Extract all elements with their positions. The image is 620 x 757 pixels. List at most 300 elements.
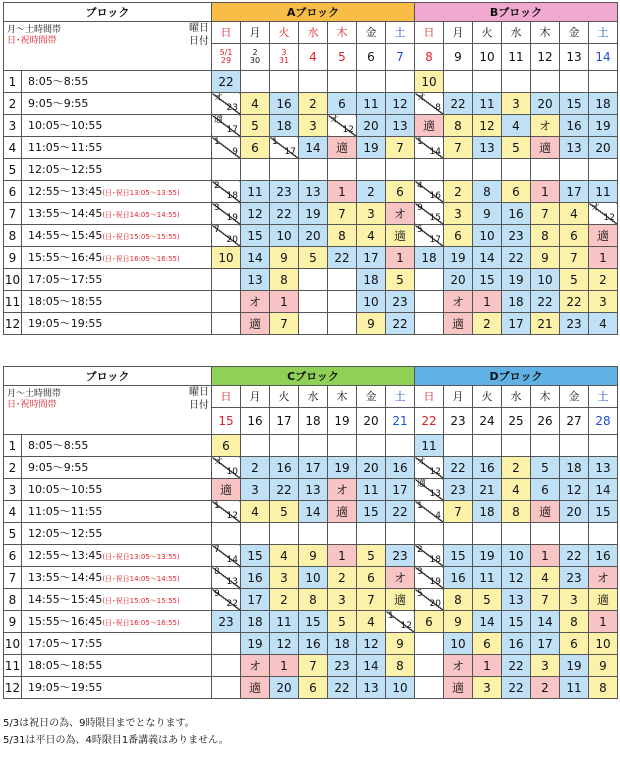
lecture-cell xyxy=(386,523,415,545)
lecture-cell: 2 xyxy=(270,589,299,611)
lecture-cell: 9 xyxy=(270,247,299,269)
date-text: 25 xyxy=(508,414,524,428)
lecture-cell: 22 xyxy=(502,247,531,269)
lecture-cell: 13 xyxy=(560,137,589,159)
date-text: 13 xyxy=(566,50,582,64)
lecture-cell: 適 xyxy=(241,677,270,699)
lecture-cell: オ xyxy=(444,655,473,677)
lecture-cell: 3 xyxy=(328,589,357,611)
date-cell xyxy=(270,408,299,435)
lecture-cell: 7 xyxy=(386,137,415,159)
weekday-time-label: 月～土時間帯 xyxy=(7,25,62,35)
lecture-cell: 18 xyxy=(473,501,502,523)
split-cell xyxy=(212,457,241,479)
lecture-cell: 4 xyxy=(502,479,531,501)
lecture-cell xyxy=(328,291,357,313)
period-time-text: 19:05～19:55 xyxy=(28,681,103,694)
lecture-cell xyxy=(589,159,618,181)
date-axis-label: 日付 xyxy=(189,399,209,411)
block-name: Bブロック xyxy=(415,3,618,22)
date-text: 2 xyxy=(252,47,258,57)
lecture-cell xyxy=(328,71,357,93)
lecture-cell: 12 xyxy=(270,633,299,655)
split-cell xyxy=(415,225,444,247)
lecture-cell: 7 xyxy=(531,203,560,225)
split-cell xyxy=(212,115,241,137)
period-time-text: 17:05～17:55 xyxy=(28,637,103,650)
lecture-cell: 6 xyxy=(299,677,328,699)
weekday-cell: 月 xyxy=(444,22,473,44)
lecture-cell: 2 xyxy=(357,181,386,203)
lecture-cell: 16 xyxy=(270,457,299,479)
period-time xyxy=(22,225,212,247)
lecture-cell xyxy=(415,655,444,677)
split-cell xyxy=(415,567,444,589)
lecture-cell: 1 xyxy=(386,247,415,269)
date-text: 4 xyxy=(309,50,317,64)
period-number: 7 xyxy=(4,203,22,225)
lecture-cell: 適 xyxy=(386,225,415,247)
period-number: 1 xyxy=(4,71,22,93)
period-number: 3 xyxy=(4,115,22,137)
date-text: 11 xyxy=(508,50,524,64)
lecture-cell xyxy=(270,435,299,457)
period-time-text: 8:05～8:55 xyxy=(28,439,89,452)
lecture-cell: 10 xyxy=(502,545,531,567)
lecture-cell: 4 xyxy=(270,545,299,567)
lecture-cell xyxy=(531,435,560,457)
period-number: 6 xyxy=(4,545,22,567)
lecture-cell: 10 xyxy=(386,677,415,699)
lecture-cell: 8 xyxy=(502,501,531,523)
lecture-cell: 1 xyxy=(270,655,299,677)
lecture-cell xyxy=(444,159,473,181)
lecture-cell: 22 xyxy=(502,655,531,677)
lecture-cell: 2 xyxy=(531,677,560,699)
period-row xyxy=(4,93,618,115)
lecture-cell: 16 xyxy=(270,93,299,115)
lecture-cell: 1 xyxy=(589,611,618,633)
date-cell xyxy=(502,408,531,435)
lecture-cell: オ xyxy=(386,203,415,225)
split-cell-bottom: 17 xyxy=(429,235,441,245)
period-number: 1 xyxy=(4,435,22,457)
period-row xyxy=(4,291,618,313)
lecture-cell: 21 xyxy=(531,313,560,335)
note-line: 5/3は祝日の為、9時限目までとなります。 xyxy=(3,718,195,729)
lecture-cell xyxy=(299,435,328,457)
period-time-text: 10:05～10:55 xyxy=(28,119,103,132)
period-time-text: 18:05～18:55 xyxy=(28,295,103,308)
lecture-cell: 13 xyxy=(473,137,502,159)
lecture-cell: 22 xyxy=(328,677,357,699)
lecture-cell: 18 xyxy=(357,269,386,291)
period-row xyxy=(4,501,618,523)
date-cell xyxy=(415,408,444,435)
lecture-cell: 3 xyxy=(270,567,299,589)
lecture-cell xyxy=(589,71,618,93)
lecture-cell: 12 xyxy=(502,567,531,589)
split-cell-top: 1 xyxy=(214,137,220,147)
date-text: 5 xyxy=(338,50,346,64)
lecture-cell xyxy=(212,655,241,677)
lecture-cell: 7 xyxy=(531,589,560,611)
lecture-cell: 20 xyxy=(560,501,589,523)
period-time xyxy=(22,247,212,269)
lecture-cell: 4 xyxy=(531,567,560,589)
weekday-cell: 月 xyxy=(241,22,270,44)
period-row xyxy=(4,203,618,225)
lecture-cell: 14 xyxy=(299,501,328,523)
split-cell xyxy=(212,589,241,611)
period-row xyxy=(4,567,618,589)
period-number: 11 xyxy=(4,291,22,313)
lecture-cell: 9 xyxy=(444,611,473,633)
lecture-cell xyxy=(502,435,531,457)
lecture-cell: 3 xyxy=(560,589,589,611)
split-cell-bottom: 14 xyxy=(226,555,238,565)
split-cell xyxy=(415,93,444,115)
split-cell-top: 8 xyxy=(214,567,220,577)
weekday-cell: 木 xyxy=(328,22,357,44)
period-time xyxy=(22,479,212,501)
split-cell-bottom: 12 xyxy=(429,467,441,477)
split-cell-top: 4 xyxy=(417,181,423,191)
period-time xyxy=(22,655,212,677)
weekday-cell: 金 xyxy=(357,386,386,408)
date-text: 16 xyxy=(247,414,263,428)
lecture-cell: 10 xyxy=(589,633,618,655)
weekday-axis-label: 曜日 xyxy=(189,387,209,398)
date-text: 15 xyxy=(218,414,234,428)
period-row xyxy=(4,137,618,159)
lecture-cell: 13 xyxy=(299,479,328,501)
lecture-cell: 1 xyxy=(531,545,560,567)
lecture-cell: 15 xyxy=(444,545,473,567)
lecture-cell: 15 xyxy=(473,269,502,291)
lecture-cell xyxy=(502,159,531,181)
lecture-cell: 17 xyxy=(560,181,589,203)
period-number: 5 xyxy=(4,523,22,545)
weekday-cell: 土 xyxy=(386,22,415,44)
split-cell-top: オ xyxy=(214,457,224,467)
lecture-cell: 7 xyxy=(328,203,357,225)
lecture-cell: 15 xyxy=(241,225,270,247)
lecture-cell xyxy=(212,291,241,313)
lecture-cell: 11 xyxy=(270,611,299,633)
lecture-cell: 10 xyxy=(299,567,328,589)
period-time-text: 18:05～18:55 xyxy=(28,659,103,672)
lecture-cell xyxy=(531,159,560,181)
lecture-cell: 11 xyxy=(473,567,502,589)
split-cell-bottom: 10 xyxy=(226,467,238,477)
lecture-cell xyxy=(560,435,589,457)
lecture-cell: 20 xyxy=(357,115,386,137)
period-time-text: 11:05～11:55 xyxy=(28,505,103,518)
period-row xyxy=(4,313,618,335)
lecture-cell xyxy=(241,523,270,545)
period-number: 12 xyxy=(4,313,22,335)
lecture-cell xyxy=(386,435,415,457)
lecture-cell: 11 xyxy=(357,479,386,501)
split-cell-bottom: 18 xyxy=(429,555,441,565)
lecture-cell xyxy=(560,523,589,545)
split-cell-top: 3 xyxy=(214,203,220,213)
date-cell xyxy=(299,408,328,435)
lecture-cell: 23 xyxy=(560,313,589,335)
lecture-cell: 19 xyxy=(589,115,618,137)
lecture-cell xyxy=(299,269,328,291)
date-cell xyxy=(531,408,560,435)
lecture-cell: 15 xyxy=(299,611,328,633)
lecture-cell: 20 xyxy=(270,677,299,699)
date-text: 10 xyxy=(479,50,495,64)
lecture-cell xyxy=(589,435,618,457)
split-cell xyxy=(415,589,444,611)
date-text: 28 xyxy=(595,414,611,428)
period-row xyxy=(4,435,618,457)
lecture-cell: 8 xyxy=(560,611,589,633)
lecture-cell: 23 xyxy=(502,225,531,247)
split-cell-bottom: 20 xyxy=(226,235,238,245)
split-cell-bottom: 19 xyxy=(429,577,441,587)
weekday-cell: 土 xyxy=(589,22,618,44)
split-cell xyxy=(212,93,241,115)
holiday-time-text: (日･祝日13:05～13:55) xyxy=(102,189,180,197)
lecture-cell: 4 xyxy=(241,93,270,115)
notes xyxy=(3,715,229,749)
period-row xyxy=(4,225,618,247)
weekday-cell: 日 xyxy=(212,22,241,44)
lecture-cell: 1 xyxy=(328,545,357,567)
split-cell-bottom: 14 xyxy=(429,147,441,157)
lecture-cell xyxy=(328,269,357,291)
lecture-cell: 5 xyxy=(531,457,560,479)
lecture-cell xyxy=(473,523,502,545)
split-cell-bottom: 12 xyxy=(603,213,615,223)
lecture-cell: 9 xyxy=(357,313,386,335)
lecture-cell: 14 xyxy=(531,611,560,633)
block-name: Dブロック xyxy=(415,367,618,386)
lecture-cell: 7 xyxy=(560,247,589,269)
lecture-cell xyxy=(473,159,502,181)
lecture-cell: 16 xyxy=(444,567,473,589)
lecture-cell: 18 xyxy=(560,457,589,479)
lecture-cell: オ xyxy=(589,567,618,589)
period-row xyxy=(4,611,618,633)
period-number: 2 xyxy=(4,457,22,479)
lecture-cell: 6 xyxy=(357,567,386,589)
weekday-cell: 木 xyxy=(328,386,357,408)
lecture-cell: 16 xyxy=(299,633,328,655)
lecture-cell: 7 xyxy=(357,589,386,611)
lecture-cell xyxy=(560,71,589,93)
period-time-text: 17:05～17:55 xyxy=(28,273,103,286)
period-time xyxy=(22,203,212,225)
lecture-cell: 15 xyxy=(241,545,270,567)
lecture-cell: 19 xyxy=(241,633,270,655)
lecture-cell: 16 xyxy=(502,633,531,655)
lecture-cell: 10 xyxy=(444,633,473,655)
lecture-cell: 4 xyxy=(241,501,270,523)
lecture-cell xyxy=(357,523,386,545)
split-cell-top: 1 xyxy=(417,501,423,511)
lecture-cell xyxy=(328,523,357,545)
period-row xyxy=(4,247,618,269)
period-number: 3 xyxy=(4,479,22,501)
lecture-cell: 23 xyxy=(386,545,415,567)
lecture-cell xyxy=(270,159,299,181)
period-time-text: 10:05～10:55 xyxy=(28,483,103,496)
lecture-cell: 5 xyxy=(299,247,328,269)
lecture-cell: 12 xyxy=(357,633,386,655)
lecture-cell: 20 xyxy=(531,93,560,115)
period-time-text: 9:05～9:55 xyxy=(28,461,89,474)
date-text: 27 xyxy=(566,414,582,428)
date-cell xyxy=(473,44,502,71)
period-time-text: 15:55～16:45 xyxy=(28,251,103,264)
split-cell-bottom: 17 xyxy=(284,147,296,157)
lecture-cell: 適 xyxy=(589,589,618,611)
lecture-cell: 22 xyxy=(560,545,589,567)
date-cell xyxy=(328,408,357,435)
lecture-cell: 18 xyxy=(589,93,618,115)
date-text: 12 xyxy=(537,50,553,64)
lecture-cell: 18 xyxy=(270,115,299,137)
date-text: 7 xyxy=(396,50,404,64)
lecture-cell: 5 xyxy=(473,589,502,611)
weekday-cell: 水 xyxy=(502,22,531,44)
date-text: 9 xyxy=(454,50,462,64)
lecture-cell: 適 xyxy=(444,313,473,335)
lecture-cell: 6 xyxy=(415,611,444,633)
date-cell xyxy=(589,44,618,71)
period-time-text: 12:05～12:55 xyxy=(28,527,103,540)
split-cell xyxy=(415,479,444,501)
note-line: 5/31は平日の為、4時限目1番講義はありません。 xyxy=(3,735,229,746)
lecture-cell: 11 xyxy=(241,181,270,203)
period-row xyxy=(4,159,618,181)
lecture-cell: 10 xyxy=(473,225,502,247)
axis-labels xyxy=(189,387,209,412)
split-cell-bottom: 9 xyxy=(232,147,238,157)
weekday-cell: 金 xyxy=(560,22,589,44)
lecture-cell: 1 xyxy=(270,291,299,313)
date-cell xyxy=(357,44,386,71)
lecture-cell: 9 xyxy=(531,247,560,269)
weekday-cell: 木 xyxy=(531,22,560,44)
lecture-cell: 13 xyxy=(502,589,531,611)
weekday-cell: 月 xyxy=(444,386,473,408)
lecture-cell xyxy=(531,71,560,93)
lecture-cell: 2 xyxy=(241,457,270,479)
period-number: 4 xyxy=(4,501,22,523)
lecture-cell xyxy=(502,71,531,93)
split-cell xyxy=(212,181,241,203)
lecture-cell xyxy=(415,269,444,291)
weekday-cell: 金 xyxy=(357,22,386,44)
period-time xyxy=(22,611,212,633)
lecture-cell xyxy=(415,633,444,655)
lecture-cell: 17 xyxy=(386,479,415,501)
weekday-cell: 火 xyxy=(270,386,299,408)
lecture-cell: 20 xyxy=(444,269,473,291)
lecture-cell: 4 xyxy=(589,313,618,335)
weekday-cell: 水 xyxy=(299,22,328,44)
date-cell xyxy=(357,408,386,435)
schedule-table-ab xyxy=(3,2,618,335)
lecture-cell: 4 xyxy=(502,115,531,137)
lecture-cell: 18 xyxy=(328,633,357,655)
period-time-text: 13:55～14:45 xyxy=(28,571,103,584)
weekday-cell: 火 xyxy=(270,22,299,44)
lecture-cell: 2 xyxy=(589,269,618,291)
period-time xyxy=(22,137,212,159)
lecture-cell: 19 xyxy=(357,137,386,159)
period-time-text: 12:55～13:45 xyxy=(28,185,103,198)
period-time xyxy=(22,181,212,203)
lecture-cell: 4 xyxy=(357,611,386,633)
lecture-cell: 12 xyxy=(560,479,589,501)
period-time-text: 9:05～9:55 xyxy=(28,97,89,110)
lecture-cell: 22 xyxy=(270,203,299,225)
weekday-cell: 日 xyxy=(212,386,241,408)
weekday-cell: 日 xyxy=(415,22,444,44)
lecture-cell: 11 xyxy=(415,435,444,457)
lecture-cell: 13 xyxy=(589,457,618,479)
split-cell xyxy=(415,545,444,567)
split-cell-bottom: 12 xyxy=(226,511,238,521)
lecture-cell xyxy=(328,159,357,181)
period-number: 8 xyxy=(4,589,22,611)
period-time xyxy=(22,291,212,313)
lecture-cell: 18 xyxy=(241,611,270,633)
lecture-cell: 1 xyxy=(473,655,502,677)
period-row xyxy=(4,589,618,611)
date-text: 31 xyxy=(278,56,290,65)
split-cell-bottom: 17 xyxy=(226,125,238,135)
period-time-text: 12:55～13:45 xyxy=(28,549,103,562)
split-cell-top: オ xyxy=(417,457,427,467)
date-text: 8 xyxy=(425,50,433,64)
lecture-cell: 5 xyxy=(386,269,415,291)
lecture-cell: 6 xyxy=(502,181,531,203)
split-cell-bottom: 23 xyxy=(226,103,238,113)
period-time xyxy=(22,93,212,115)
split-cell xyxy=(415,457,444,479)
weekday-cell: 火 xyxy=(473,22,502,44)
period-time-text: 13:55～14:45 xyxy=(28,207,103,220)
period-time xyxy=(22,269,212,291)
row-column-labels xyxy=(4,22,212,71)
split-cell-top: 9 xyxy=(214,589,220,599)
date-text: 24 xyxy=(479,414,495,428)
lecture-cell: 適 xyxy=(531,137,560,159)
lecture-cell: 3 xyxy=(444,203,473,225)
period-row xyxy=(4,677,618,699)
period-number: 6 xyxy=(4,181,22,203)
lecture-cell: オ xyxy=(444,291,473,313)
lecture-cell: 22 xyxy=(328,247,357,269)
period-time xyxy=(22,313,212,335)
period-row xyxy=(4,655,618,677)
split-cell-top: オ xyxy=(591,203,601,213)
weekday-cell: 日 xyxy=(415,386,444,408)
lecture-cell: 12 xyxy=(473,115,502,137)
date-text: 14 xyxy=(595,50,611,64)
lecture-cell: 8 xyxy=(531,225,560,247)
lecture-cell: 5 xyxy=(357,545,386,567)
